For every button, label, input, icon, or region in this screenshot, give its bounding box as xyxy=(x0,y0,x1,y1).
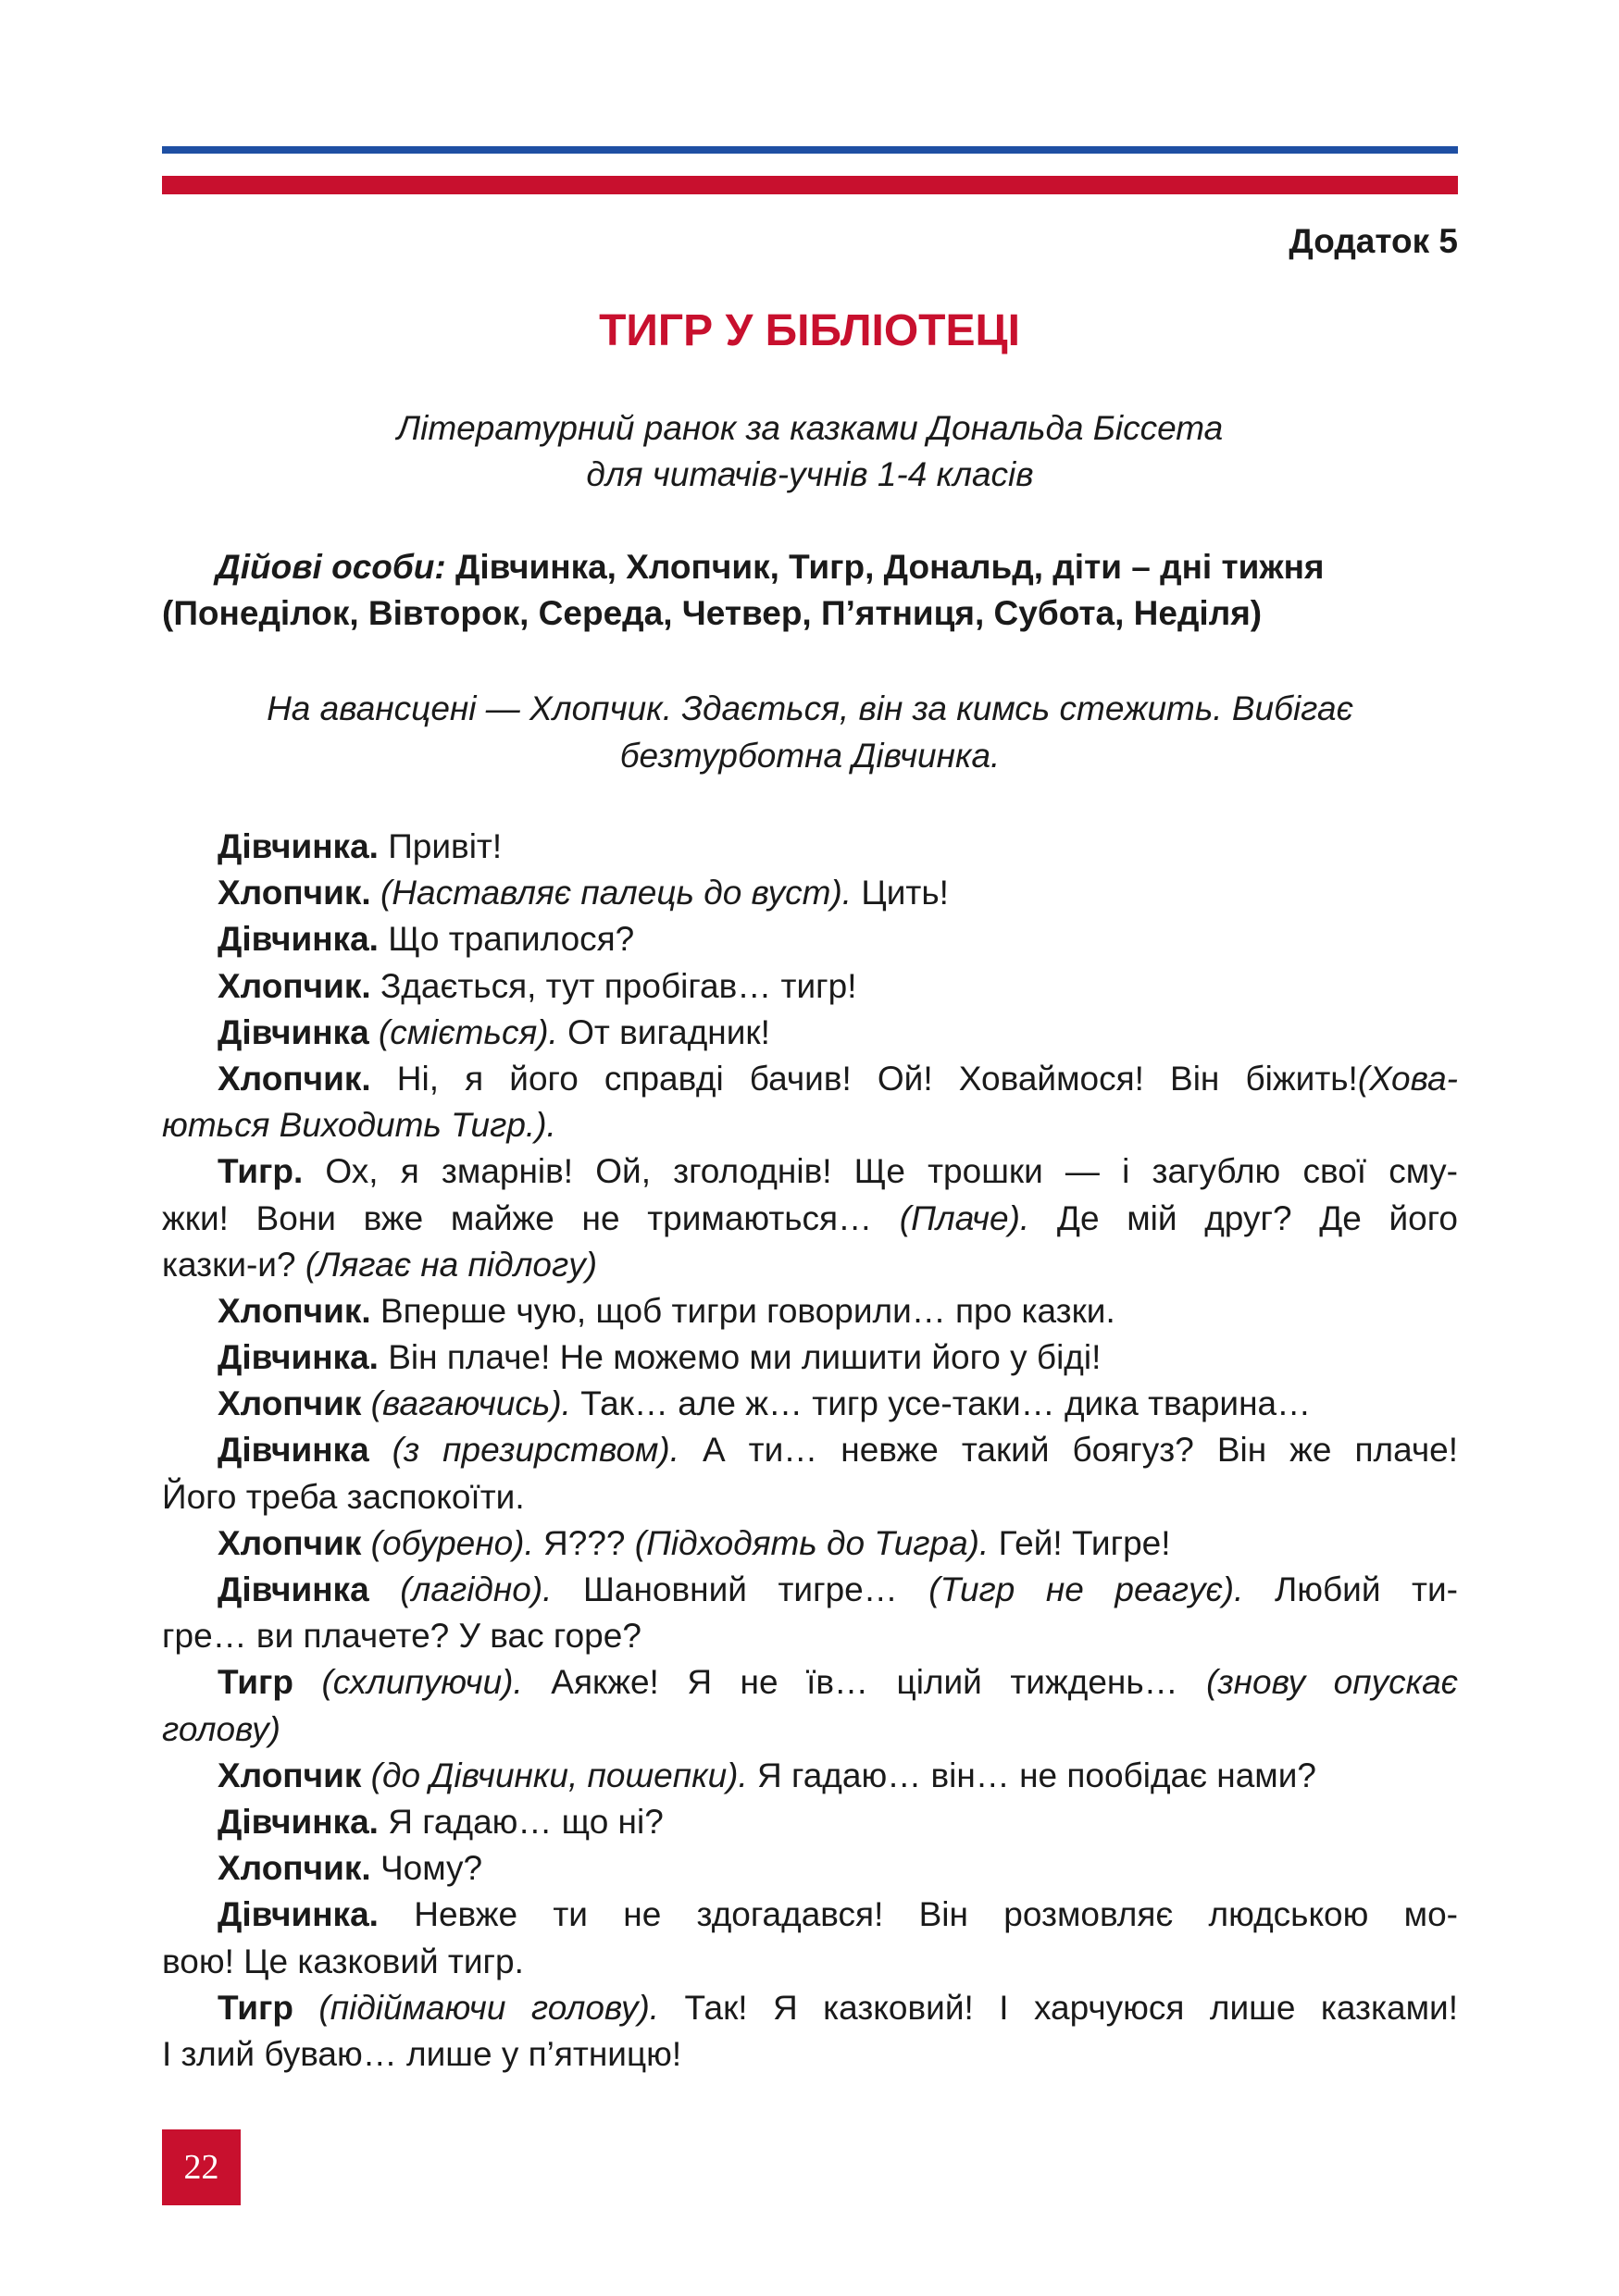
line-text: Так… але ж… тигр усе-таки… дика тварина… xyxy=(570,1384,1312,1423)
line-text: От вигадник! xyxy=(557,1012,770,1051)
speaker: Дівчинка xyxy=(218,1431,369,1470)
speaker: Дівчинка. xyxy=(218,920,379,959)
stage-remark: ються Виходить Тигр.). xyxy=(162,1106,556,1145)
speaker: Хлопчик. xyxy=(218,966,371,1005)
line-text: Де мій друг? Де його xyxy=(1029,1198,1459,1237)
speaker: Дівчинка xyxy=(218,1570,369,1608)
line-text: вою! Це казковий тигр. xyxy=(162,1942,524,1980)
line-text: Я гадаю… що ні? xyxy=(378,1802,664,1841)
speaker: Хлопчик. xyxy=(218,1291,371,1330)
dialogue-line xyxy=(162,1659,1458,1706)
cast-names: Дівчинка, Хлопчик, Тигр, Дональд, діти – дні тижня xyxy=(445,548,1325,586)
subtitle xyxy=(162,405,1458,498)
cast-line: (Понеділок, Вівторок, Середа, Четвер, П’ятниця, Субота, Неділя) xyxy=(162,594,1263,632)
line-text: Так! Я казковий! І харчуюся лише казками! xyxy=(659,1988,1458,2027)
stage-remark: (з презирством). xyxy=(368,1431,679,1470)
line-text: Ох, я змарнів! Ой, зголоднів! Ще трошки — і загублю свої смy- xyxy=(303,1152,1458,1191)
dialogue-line xyxy=(162,916,1458,962)
line-text: жки! Вони вже майже не тримаються… xyxy=(162,1198,873,1237)
dialogue xyxy=(162,824,1458,2078)
line-text: Невже ти не здогадався! Він розмовляє людською мо- xyxy=(378,1895,1458,1934)
line-text: Що трапилося? xyxy=(378,920,635,959)
dialogue-line xyxy=(162,1706,1458,1753)
dialogue-line xyxy=(162,1939,1458,1985)
line-text: Я??? xyxy=(533,1523,626,1562)
speaker: Тигр xyxy=(218,1988,293,2027)
cast-label: Дійові особи: xyxy=(216,548,446,586)
stage-remark: (підіймаючи голову). xyxy=(293,1988,660,2027)
dialogue-line xyxy=(162,1567,1458,1613)
line-text: гре… ви плачете? У вас горе? xyxy=(162,1617,641,1656)
stage-remark: (Наставляє палець до вуст). xyxy=(370,874,853,912)
dialogue-line xyxy=(162,1288,1458,1334)
dialogue-line xyxy=(162,824,1458,870)
line-text: А ти… невже такий боягуз? Він же плаче! xyxy=(679,1431,1458,1470)
speaker: Хлопчик xyxy=(218,1756,362,1794)
dialogue-line xyxy=(162,1753,1458,1799)
speaker: Тигр xyxy=(218,1663,293,1702)
dialogue-line xyxy=(162,1242,1458,1288)
dialogue-line xyxy=(162,1148,1458,1195)
line-text: Аякже! Я не їв… цілий тиждень… xyxy=(522,1663,1178,1702)
line-text: Я гадаю… він… не пообідає нами? xyxy=(747,1756,1316,1794)
dialogue-line xyxy=(162,1056,1458,1102)
subtitle-line: для читачів-учнів 1-4 класів xyxy=(586,455,1034,493)
line-text: І злий буваю… лише у п’ятницю! xyxy=(162,2034,682,2073)
dialogue-line xyxy=(162,1427,1458,1473)
dialogue-line xyxy=(162,1985,1458,2031)
stage-remark: (обурено). xyxy=(361,1523,534,1562)
stage-remark: (знову опускає xyxy=(1177,1663,1458,1702)
dialogue-line xyxy=(162,2031,1458,2078)
dialogue-line xyxy=(162,1010,1458,1056)
dialogue-line xyxy=(162,1845,1458,1892)
speaker: Хлопчик. xyxy=(218,874,371,912)
dialogue-line xyxy=(162,870,1458,916)
line-text: Любий ти- xyxy=(1243,1570,1458,1608)
stage-direction-line: безтурботна Дівчинка. xyxy=(619,737,1001,775)
stage-remark: (Лягає на підлогу) xyxy=(295,1245,598,1284)
line-text: Ні, я його справді бачив! Ой! Ховаймося! Він біжить! xyxy=(370,1059,1358,1098)
dialogue-line xyxy=(162,1381,1458,1427)
stage-remark: (Хова- xyxy=(1357,1059,1458,1098)
line-text: Шановний тигре… xyxy=(552,1570,898,1608)
stage-remark: (вагаючись). xyxy=(361,1384,571,1423)
line-text: Чому? xyxy=(370,1849,483,1888)
page-number: 22 xyxy=(162,2129,241,2205)
stage-remark: (схлипуючи). xyxy=(293,1663,523,1702)
stage-remark: (Тигр не реагує). xyxy=(897,1570,1244,1608)
speaker: Хлопчик xyxy=(218,1523,362,1562)
line-text: Він плаче! Не можемо ми лишити його у біді! xyxy=(378,1338,1102,1377)
appendix-label: Додаток 5 xyxy=(1289,222,1458,260)
page-title: ТИГР У БІБЛІОТЕЦІ xyxy=(599,306,1020,355)
dialogue-line xyxy=(162,1474,1458,1520)
dialogue-line xyxy=(162,1799,1458,1845)
stage-remark: (лагідно). xyxy=(368,1570,553,1608)
line-text: Цить! xyxy=(852,874,949,912)
dialogue-line xyxy=(162,1613,1458,1659)
speaker: Дівчинка. xyxy=(218,1895,379,1934)
dialogue-line xyxy=(162,1334,1458,1381)
header-blue-stripe xyxy=(162,146,1458,154)
stage-remark: (сміється). xyxy=(368,1012,558,1051)
stage-remark: (Плаче). xyxy=(872,1198,1030,1237)
stage-remark: (до Дівчинки, пошепки). xyxy=(361,1756,748,1794)
line-text: Гей! Тигре! xyxy=(989,1523,1171,1562)
dialogue-line xyxy=(162,1892,1458,1938)
stage-remark: (Підходять до Тигра). xyxy=(625,1523,990,1562)
speaker: Хлопчик. xyxy=(218,1849,371,1888)
speaker: Хлопчик xyxy=(218,1384,362,1423)
dialogue-line xyxy=(162,1102,1458,1148)
line-text: Вперше чую, щоб тигри говорили… про казки. xyxy=(370,1291,1115,1330)
speaker: Дівчинка xyxy=(218,1012,369,1051)
dialogue-line xyxy=(162,1196,1458,1242)
speaker: Хлопчик. xyxy=(218,1059,371,1098)
dialogue-line xyxy=(162,1520,1458,1567)
speaker: Дівчинка. xyxy=(218,1802,379,1841)
header-red-stripe xyxy=(162,176,1458,194)
line-text: казки-и? xyxy=(162,1245,296,1284)
speaker: Дівчинка. xyxy=(218,827,379,865)
cast-line xyxy=(162,544,1458,590)
speaker: Дівчинка. xyxy=(218,1338,379,1377)
stage-direction-line: На авансцені — Хлопчик. Здається, він за кимсь стежить. Вибігає xyxy=(267,689,1353,727)
subtitle-line: Літературний ранок за казками Дональда Біссета xyxy=(396,409,1224,447)
cast-list xyxy=(162,544,1458,637)
line-text: Здається, тут пробігав… тигр! xyxy=(370,966,857,1005)
stage-remark: голову) xyxy=(162,1709,280,1748)
line-text: Його треба заспокоїти. xyxy=(162,1477,525,1516)
speaker: Тигр. xyxy=(218,1152,304,1191)
stage-direction xyxy=(162,685,1458,779)
line-text: Привіт! xyxy=(378,827,503,865)
dialogue-line xyxy=(162,963,1458,1010)
